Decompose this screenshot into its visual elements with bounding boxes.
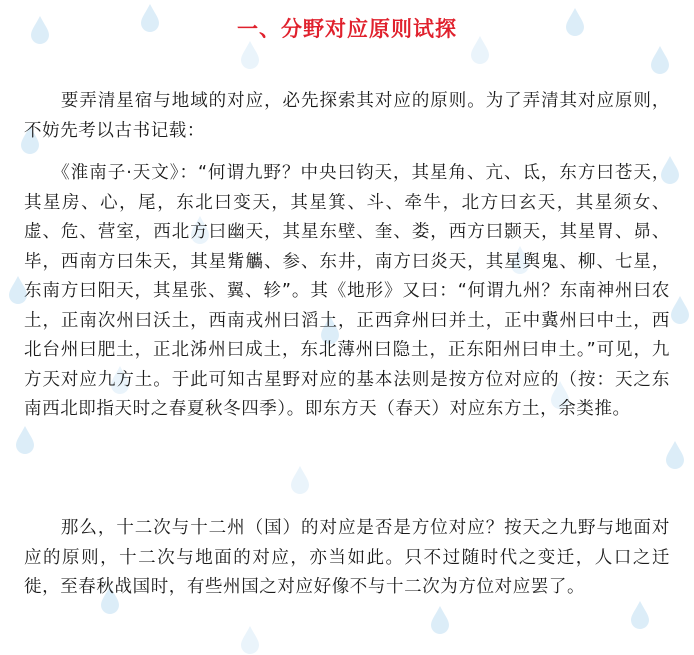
paragraph-intro: 要弄清星宿与地域的对应，必先探索其对应的原则。为了弄清其对应原则，不妨先考以古书记载：	[24, 91, 670, 141]
paragraph-quotation: 《淮南子·天文》：“何谓九野？中央曰钧天，其星角、亢、氐，东方曰苍天，其星房、心，尾，东北曰变天，其星箕、斗、牵牛，北方曰玄天，其星须女、虚、危、营室，西北方曰幽天，其星东壁、奎、娄，西方曰颢天，其星胃、昴、毕，西南方曰朱天，其星觜觿、参、东井，南方曰炎天，其星舆鬼、柳、七星，东南方曰阳天，其星张、翼、轸”。其《地形》又曰：“何谓九州？东南神州曰农土，正南次州曰沃土，西南戎州曰滔土，正西弇州曰并土，正中冀州曰中土，西北台州曰肥土，正北泲州曰成土，东北薄州曰隐土，正东阳州曰申土。”可见，九方天对应九方土。于此可知古星野对应的基本法则是按方位对应的（按：天之东南西北即指天时之春夏秋冬四季）。即东方天（春天）对应东方土，余类推。	[24, 163, 670, 419]
section-heading: 一、分野对应原则试探	[237, 17, 457, 41]
paragraph-conclusion: 那么，十二次与十二州（国）的对应是否是方位对应？按天之九野与地面对应的原则，十二次与地面的对应，亦当如此。只不过随时代之变迁，人口之迁徙，至春秋战国时，有些州国之对应好像不与十二次为方位对应罢了。	[24, 518, 670, 597]
